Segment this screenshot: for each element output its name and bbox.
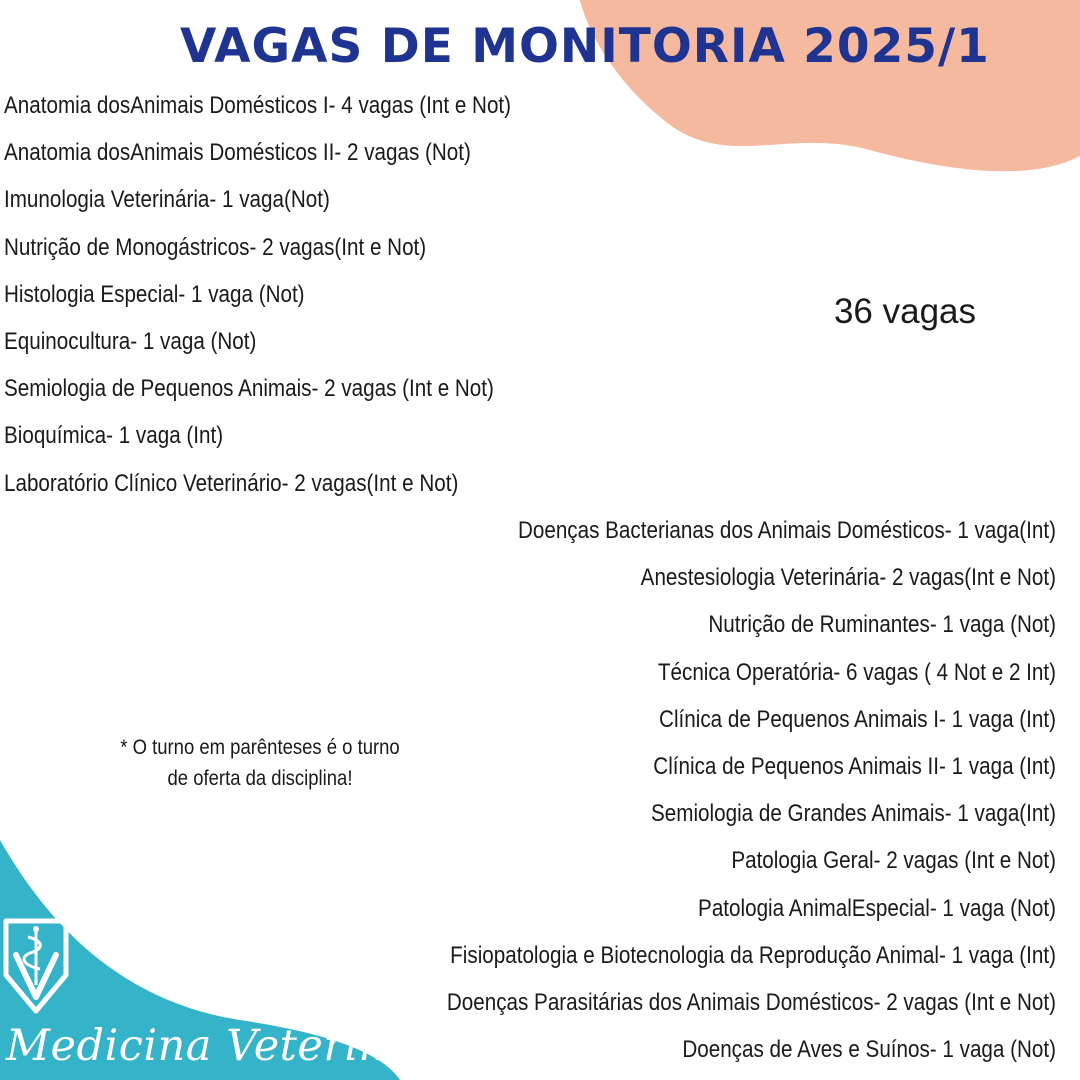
list-item: Nutrição de Ruminantes- 1 vaga (Not)	[708, 611, 1056, 639]
list-item: Fisiopatologia e Biotecnologia da Reprodução Animal- 1 vaga (Int)	[450, 941, 1057, 969]
list-item: Semiologia de Pequenos Animais- 2 vagas (Int e Not)	[4, 375, 494, 403]
list-item: Doenças Bacterianas dos Animais Domésticos- 1 vaga(Int)	[517, 517, 1056, 544]
list-item: Clínica de Pequenos Animais II- 1 vaga (Int)	[653, 752, 1056, 780]
footnote	[60, 732, 460, 794]
list-item: Técnica Operatória- 6 vagas ( 4 Not e 2 Int)	[657, 658, 1056, 686]
list-item: Patologia AnimalEspecial- 1 vaga (Not)	[698, 894, 1056, 922]
list-item: Doenças Parasitárias dos Animais Domésticos- 2 vagas (Int e Not)	[446, 988, 1056, 1016]
page-title: VAGAS DE MONITORIA 2025/1	[180, 19, 990, 74]
list-item: Equinocultura- 1 vaga (Not)	[4, 327, 257, 355]
list-item: Imunologia Veterinária- 1 vaga(Not)	[4, 186, 330, 214]
list-item: Histologia Especial- 1 vaga (Not)	[4, 280, 305, 308]
list-item: Clínica de Pequenos Animais I- 1 vaga (Int)	[659, 705, 1056, 733]
logo-wordmark: Medicina Veterinária	[6, 1021, 475, 1071]
list-item: Laboratório Clínico Veterinário- 2 vagas(Int e Not)	[4, 469, 459, 497]
list-item: Anestesiologia Veterinária- 2 vagas(Int e Not)	[640, 564, 1056, 592]
list-item: Doenças de Aves e Suínos- 1 vaga (Not)	[682, 1036, 1056, 1064]
list-item: Nutrição de Monogástricos- 2 vagas(Int e Not)	[4, 233, 427, 261]
list-item: Semiologia de Grandes Animais- 1 vaga(Int)	[651, 800, 1056, 828]
list-item: Anatomia dosAnimais Domésticos I- 4 vagas (Int e Not)	[4, 92, 512, 119]
footnote-line: de oferta da disciplina!	[167, 767, 353, 790]
footnote-line: * O turno em parênteses é o turno	[120, 736, 400, 759]
left-course-list	[4, 82, 704, 507]
list-item: Bioquímica- 1 vaga (Int)	[4, 422, 224, 450]
caduceus-shield-icon	[0, 915, 72, 1015]
total-vacancies: 36 vagas	[833, 292, 977, 331]
list-item: Anatomia dosAnimais Domésticos II- 2 vagas (Not)	[4, 139, 471, 167]
list-item: Patologia Geral- 2 vagas (Int e Not)	[731, 847, 1056, 875]
